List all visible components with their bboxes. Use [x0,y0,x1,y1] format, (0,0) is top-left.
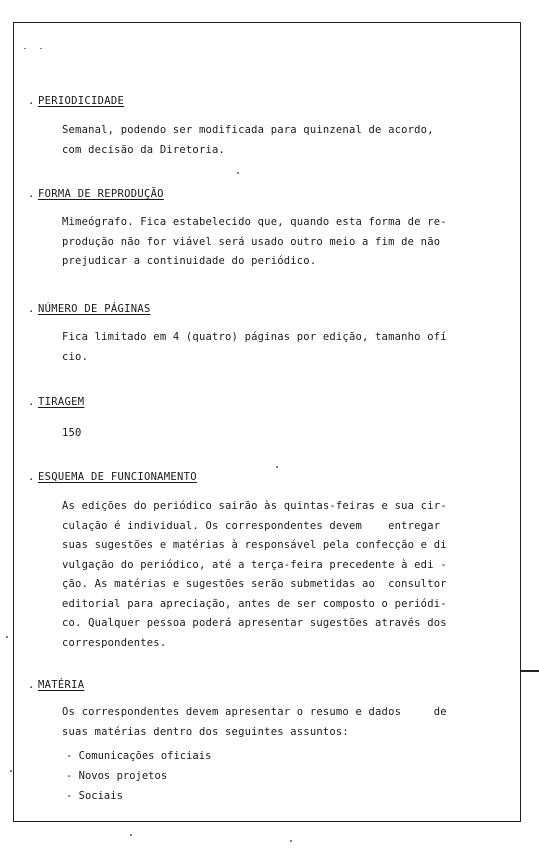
scan-speck [130,834,132,836]
paragraph-forma-de-reproducao: Mimeógrafo. Fica estabelecido que, quando esta forma de re- produção não for viável será usado outro meio a fim de não prejudicar a continuidade do periódico. [62,216,447,267]
paragraph-esquema-de-funcionamento: As edições do periódico sairão às quintas-feiras e sua cir- culação é individual. Os correspondentes devem entregar suas sugestões e matérias à responsável pela confecção e di vulgação do periódico, até a terça-feira precedente à edi - ção. As matérias e sugestões serão submetidas ao consultor editorial para apreciação, antes de ser composto o periódi- co. Qualquer pessoa poderá apresentar sugestões através dos correspondentes. [62,500,447,649]
heading-periodicidade: . PERIODICIDADE [28,95,125,107]
paragraph-numero-de-paginas: Fica limitado em 4 (quatro) páginas por edição, tamanho ofí cio. [62,331,447,363]
list-item: - Sociais [66,790,123,802]
scan-speck [40,48,42,49]
list-item: - Comunicações oficiais [66,750,212,762]
paragraph-materia: Os correspondentes devem apresentar o resumo e dados de suas matérias dentro dos seguintes assuntos: [62,706,447,738]
scan-speck [24,48,26,49]
list-item: - Novos projetos [66,770,168,782]
scan-speck [276,466,278,468]
scan-speck [237,172,239,174]
heading-esquema-de-funcionamento: . ESQUEMA DE FUNCIONAMENTO [28,471,197,483]
edge-mark [521,670,539,672]
heading-materia: . MATÉRIA [28,679,85,691]
heading-numero-de-paginas: . NÚMERO DE PÁGINAS [28,303,151,315]
scan-speck [6,636,8,638]
scan-speck [10,770,12,772]
heading-forma-de-reproducao: . FORMA DE REPRODUÇÃO [28,188,164,200]
paragraph-tiragem: 150 [62,427,82,439]
heading-tiragem: . TIRAGEM [28,396,85,408]
paragraph-periodicidade: Semanal, podendo ser modificada para quinzenal de acordo, com decisão da Diretoria. [62,124,434,156]
scan-speck [290,840,292,842]
